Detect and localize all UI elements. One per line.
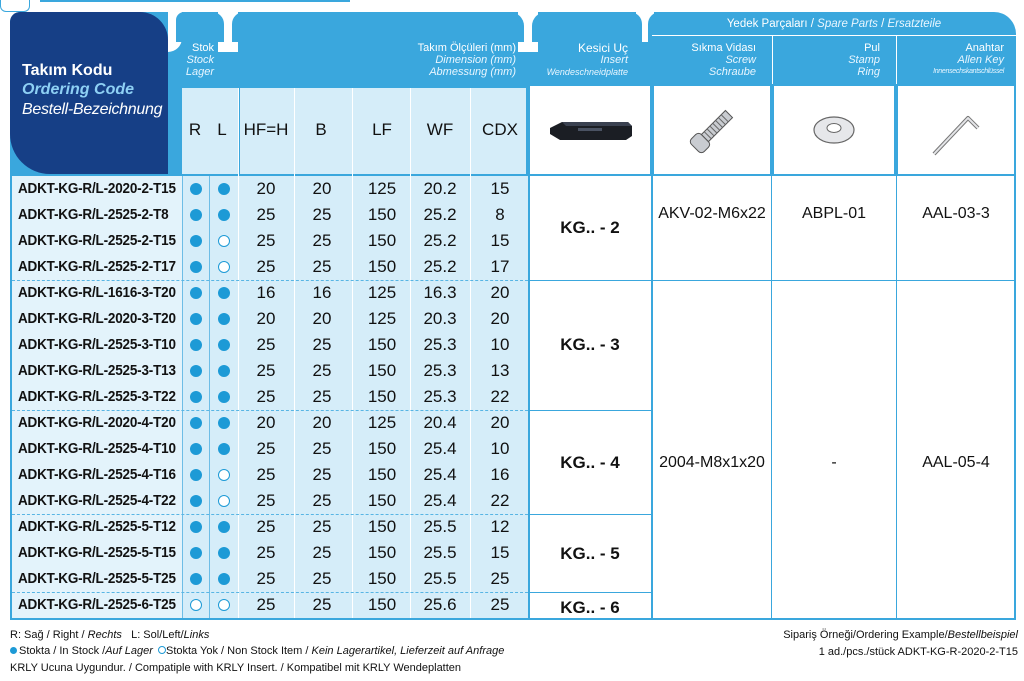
in-stock-left-icon <box>218 209 230 221</box>
wf-cell: 25.3 <box>423 387 457 406</box>
cdx-cell: 10 <box>490 439 510 458</box>
cdx-cell: 13 <box>490 361 510 380</box>
non-stock-left-icon <box>218 261 230 273</box>
in-stock-right-icon <box>190 287 202 299</box>
wf-cell: 16.3 <box>423 283 457 302</box>
b-cell: 25 <box>312 465 332 484</box>
ordering-code-cell: ADKT-KG-R/L-2525-3-T10 <box>18 337 176 353</box>
col-divider <box>238 88 239 618</box>
ordering-code-cell: ADKT-KG-R/L-2525-4-T16 <box>18 467 176 483</box>
b-cell: 25 <box>312 543 332 562</box>
footer-legend-3: KRLY Ucuna Uygundur. / Compatiple with KRLY Insert. / Kompatibel mit KRLY Wendeplatten <box>10 662 462 674</box>
b-cell: 20 <box>312 179 332 198</box>
col-divider <box>294 88 295 618</box>
spare-rule-v <box>896 36 897 84</box>
in-stock-left-icon <box>218 547 230 559</box>
in-stock-left-icon <box>218 573 230 585</box>
hf-cell: 16 <box>256 283 276 302</box>
in-stock-right-icon <box>190 391 202 403</box>
wf-cell: 25.4 <box>423 465 457 484</box>
non-stock-right-icon <box>190 599 202 611</box>
in-stock-right-icon <box>190 209 202 221</box>
hf-cell: 25 <box>256 595 276 614</box>
tab-separator <box>232 12 244 42</box>
hf-cell: 20 <box>256 179 276 198</box>
in-stock-right-icon <box>190 417 202 429</box>
hf-cell: 25 <box>256 569 276 588</box>
ring-header: Pul Stamp Ring <box>848 42 880 78</box>
cdx-cell: 12 <box>490 517 510 536</box>
cdx-cell: 20 <box>490 309 510 328</box>
ordering-code-cell: ADKT-KG-R/L-2525-2-T17 <box>18 259 176 275</box>
wf-cell: 25.6 <box>423 595 457 614</box>
wf-cell: 25.2 <box>423 257 457 276</box>
lf-cell: 150 <box>367 517 397 536</box>
in-stock-left-icon <box>218 443 230 455</box>
dimensions-header: Takım Ölçüleri (mm) Dimension (mm) Abmessung (mm) <box>417 42 516 78</box>
col-header-hf: HF=H <box>243 120 289 139</box>
insert-label: KG.. - 5 <box>560 544 620 563</box>
corner-tab <box>0 0 30 12</box>
in-stock-left-icon <box>218 183 230 195</box>
key-header: Anahtar Allen Key Innensechskantschlüssel <box>933 42 1004 75</box>
in-stock-left-icon <box>218 313 230 325</box>
wf-cell: 25.4 <box>423 439 457 458</box>
lf-cell: 150 <box>367 205 397 224</box>
wf-cell: 20.2 <box>423 179 457 198</box>
in-stock-right-icon <box>190 339 202 351</box>
screw-header: Sıkma Vidası Screw Schraube <box>691 42 756 78</box>
wf-cell: 25.3 <box>423 335 457 354</box>
insert-header: Kesici Uç Insert Wendeschneidplatte <box>546 41 628 77</box>
insert-divider <box>529 410 651 411</box>
col-divider <box>410 88 411 618</box>
col-divider <box>771 86 772 618</box>
lf-cell: 150 <box>367 465 397 484</box>
wf-cell: 25.3 <box>423 361 457 380</box>
b-cell: 25 <box>312 595 332 614</box>
cdx-cell: 16 <box>490 465 510 484</box>
hf-cell: 25 <box>256 465 276 484</box>
cdx-cell: 15 <box>490 543 510 562</box>
col-divider <box>352 88 353 618</box>
cdx-cell: 10 <box>490 335 510 354</box>
b-cell: 16 <box>312 283 332 302</box>
in-stock-right-icon <box>190 469 202 481</box>
b-cell: 25 <box>312 517 332 536</box>
wf-cell: 20.3 <box>423 309 457 328</box>
ordering-code-cell: ADKT-KG-R/L-2525-6-T25 <box>18 597 176 613</box>
lf-cell: 150 <box>367 543 397 562</box>
allen-key-icon <box>928 104 984 160</box>
insert-divider <box>529 514 651 515</box>
footer-legend-1: R: Sağ / Right / Rechts L: Sol/Left/Links <box>10 629 210 641</box>
insert-label: KG.. - 6 <box>560 598 620 617</box>
in-stock-dot <box>10 647 17 654</box>
insert-label: KG.. - 4 <box>560 453 620 472</box>
b-cell: 25 <box>312 257 332 276</box>
hf-cell: 25 <box>256 231 276 250</box>
in-stock-right-icon <box>190 313 202 325</box>
b-cell: 25 <box>312 439 332 458</box>
col-divider <box>470 88 471 618</box>
cdx-cell: 20 <box>490 283 510 302</box>
key-value: AAL-05-4 <box>922 454 990 471</box>
lf-cell: 150 <box>367 231 397 250</box>
spare-rule-v <box>772 36 773 84</box>
footer-legend-2: Stokta / In Stock /Auf Lager Stokta Yok / Non Stock Item / Kein Lagerartikel, Lieferzeit auf Anfrage <box>10 644 504 658</box>
in-stock-right-icon <box>190 365 202 377</box>
cdx-cell: 8 <box>495 205 505 224</box>
b-cell: 25 <box>312 335 332 354</box>
insert-image <box>548 118 634 144</box>
cdx-cell: 15 <box>490 179 510 198</box>
spare-parts-header: Yedek Parçaları / Spare Parts / Ersatzteile <box>726 18 942 30</box>
ring-value: - <box>831 454 837 471</box>
hf-cell: 25 <box>256 361 276 380</box>
in-stock-left-icon <box>218 521 230 533</box>
lf-cell: 125 <box>367 283 397 302</box>
non-stock-left-icon <box>218 599 230 611</box>
b-cell: 25 <box>312 205 332 224</box>
in-stock-left-icon <box>218 287 230 299</box>
hf-cell: 25 <box>256 491 276 510</box>
ordering-code-cell: ADKT-KG-R/L-2525-2-T15 <box>18 233 176 249</box>
ordering-code-cell: ADKT-KG-R/L-2020-2-T15 <box>18 181 176 197</box>
col-divider <box>182 176 183 618</box>
hf-cell: 25 <box>256 205 276 224</box>
lf-cell: 125 <box>367 309 397 328</box>
ordering-code-cell: ADKT-KG-R/L-2020-3-T20 <box>18 311 176 327</box>
tab-separator <box>532 12 546 42</box>
b-cell: 20 <box>312 413 332 432</box>
in-stock-right-icon <box>190 261 202 273</box>
insert-label: KG.. - 3 <box>560 335 620 354</box>
in-stock-left-icon <box>218 339 230 351</box>
lf-cell: 150 <box>367 491 397 510</box>
in-stock-right-icon <box>190 547 202 559</box>
ordering-example: Sipariş Örneği/Ordering Example/Bestellbeispiel <box>783 629 1018 641</box>
wf-cell: 25.4 <box>423 491 457 510</box>
wf-cell: 20.4 <box>423 413 457 432</box>
hf-cell: 25 <box>256 387 276 406</box>
ring-value: ABPL-01 <box>801 205 867 222</box>
ordering-code-cell: ADKT-KG-R/L-2525-3-T22 <box>18 389 176 405</box>
cdx-cell: 25 <box>490 569 510 588</box>
lf-cell: 150 <box>367 335 397 354</box>
wf-cell: 25.2 <box>423 231 457 250</box>
lf-cell: 150 <box>367 439 397 458</box>
wf-cell: 25.5 <box>423 517 457 536</box>
lf-cell: 125 <box>367 179 397 198</box>
insert-divider <box>529 592 651 593</box>
cdx-cell: 25 <box>490 595 510 614</box>
hf-cell: 25 <box>256 257 276 276</box>
in-stock-right-icon <box>190 521 202 533</box>
cdx-cell: 17 <box>490 257 510 276</box>
wf-cell: 25.2 <box>423 205 457 224</box>
ordering-code-cell: ADKT-KG-R/L-2525-4-T10 <box>18 441 176 457</box>
b-cell: 25 <box>312 491 332 510</box>
hf-cell: 25 <box>256 439 276 458</box>
hf-cell: 20 <box>256 309 276 328</box>
hf-cell: 25 <box>256 543 276 562</box>
ordering-code-de: Bestell-Bezeichnung <box>22 101 163 118</box>
in-stock-right-icon <box>190 443 202 455</box>
in-stock-right-icon <box>190 235 202 247</box>
non-stock-dot <box>158 646 166 654</box>
lf-cell: 150 <box>367 569 397 588</box>
ordering-code-cell: ADKT-KG-R/L-2525-2-T8 <box>18 207 169 223</box>
col-divider <box>209 176 210 618</box>
lf-cell: 150 <box>367 361 397 380</box>
ordering-code-cell: ADKT-KG-R/L-2020-4-T20 <box>18 415 176 431</box>
stock-header: Stok Stock Lager <box>185 42 214 78</box>
ordering-code-cell: ADKT-KG-R/L-2525-5-T15 <box>18 545 176 561</box>
cdx-cell: 22 <box>490 387 510 406</box>
top-rule <box>40 0 350 2</box>
col-header-b: B <box>315 120 327 139</box>
tab-separator <box>176 12 184 42</box>
screw-icon <box>680 100 744 162</box>
wf-cell: 25.5 <box>423 569 457 588</box>
non-stock-left-icon <box>218 235 230 247</box>
wf-cell: 25.5 <box>423 543 457 562</box>
in-stock-left-icon <box>218 391 230 403</box>
hf-cell: 20 <box>256 413 276 432</box>
in-stock-left-icon <box>218 417 230 429</box>
cdx-cell: 22 <box>490 491 510 510</box>
b-cell: 25 <box>312 387 332 406</box>
lf-cell: 150 <box>367 257 397 276</box>
col-header-cdx: CDX <box>482 120 518 139</box>
in-stock-right-icon <box>190 573 202 585</box>
lf-cell: 150 <box>367 595 397 614</box>
ordering-example-code: 1 ad./pcs./stück ADKT-KG-R-2020-2-T15 <box>818 646 1018 658</box>
cdx-cell: 20 <box>490 413 510 432</box>
b-cell: 20 <box>312 309 332 328</box>
col-header-r: R <box>188 120 202 139</box>
in-stock-right-icon <box>190 183 202 195</box>
insert-label: KG.. - 2 <box>560 218 620 237</box>
b-cell: 25 <box>312 569 332 588</box>
hf-cell: 25 <box>256 517 276 536</box>
ordering-code-en: Ordering Code <box>22 81 135 98</box>
ordering-code-cell: ADKT-KG-R/L-2525-5-T25 <box>18 571 176 587</box>
b-cell: 25 <box>312 231 332 250</box>
cdx-cell: 15 <box>490 231 510 250</box>
ring-icon <box>810 112 858 146</box>
insert-divider <box>529 280 651 281</box>
col-header-wf: WF <box>426 120 454 139</box>
screw-value: AKV-02-M6x22 <box>658 205 766 222</box>
ordering-code-tr: Takım Kodu <box>22 62 113 79</box>
col-header-lf: LF <box>372 120 392 139</box>
ordering-code-cell: ADKT-KG-R/L-2525-3-T13 <box>18 363 176 379</box>
ordering-code-cell: ADKT-KG-R/L-1616-3-T20 <box>18 285 176 301</box>
b-cell: 25 <box>312 361 332 380</box>
spare-parts-rule <box>652 35 1016 36</box>
in-stock-right-icon <box>190 495 202 507</box>
screw-value: 2004-M8x1x20 <box>659 454 765 471</box>
ordering-code-cell: ADKT-KG-R/L-2525-5-T12 <box>18 519 176 535</box>
lf-cell: 125 <box>367 413 397 432</box>
non-stock-left-icon <box>218 469 230 481</box>
key-value: AAL-03-3 <box>922 205 990 222</box>
in-stock-left-icon <box>218 365 230 377</box>
col-header-l: L <box>217 120 227 139</box>
hf-cell: 25 <box>256 335 276 354</box>
non-stock-left-icon <box>218 495 230 507</box>
lf-cell: 150 <box>367 387 397 406</box>
col-divider <box>896 86 897 618</box>
ordering-code-cell: ADKT-KG-R/L-2525-4-T22 <box>18 493 176 509</box>
parts-divider <box>652 280 1016 281</box>
